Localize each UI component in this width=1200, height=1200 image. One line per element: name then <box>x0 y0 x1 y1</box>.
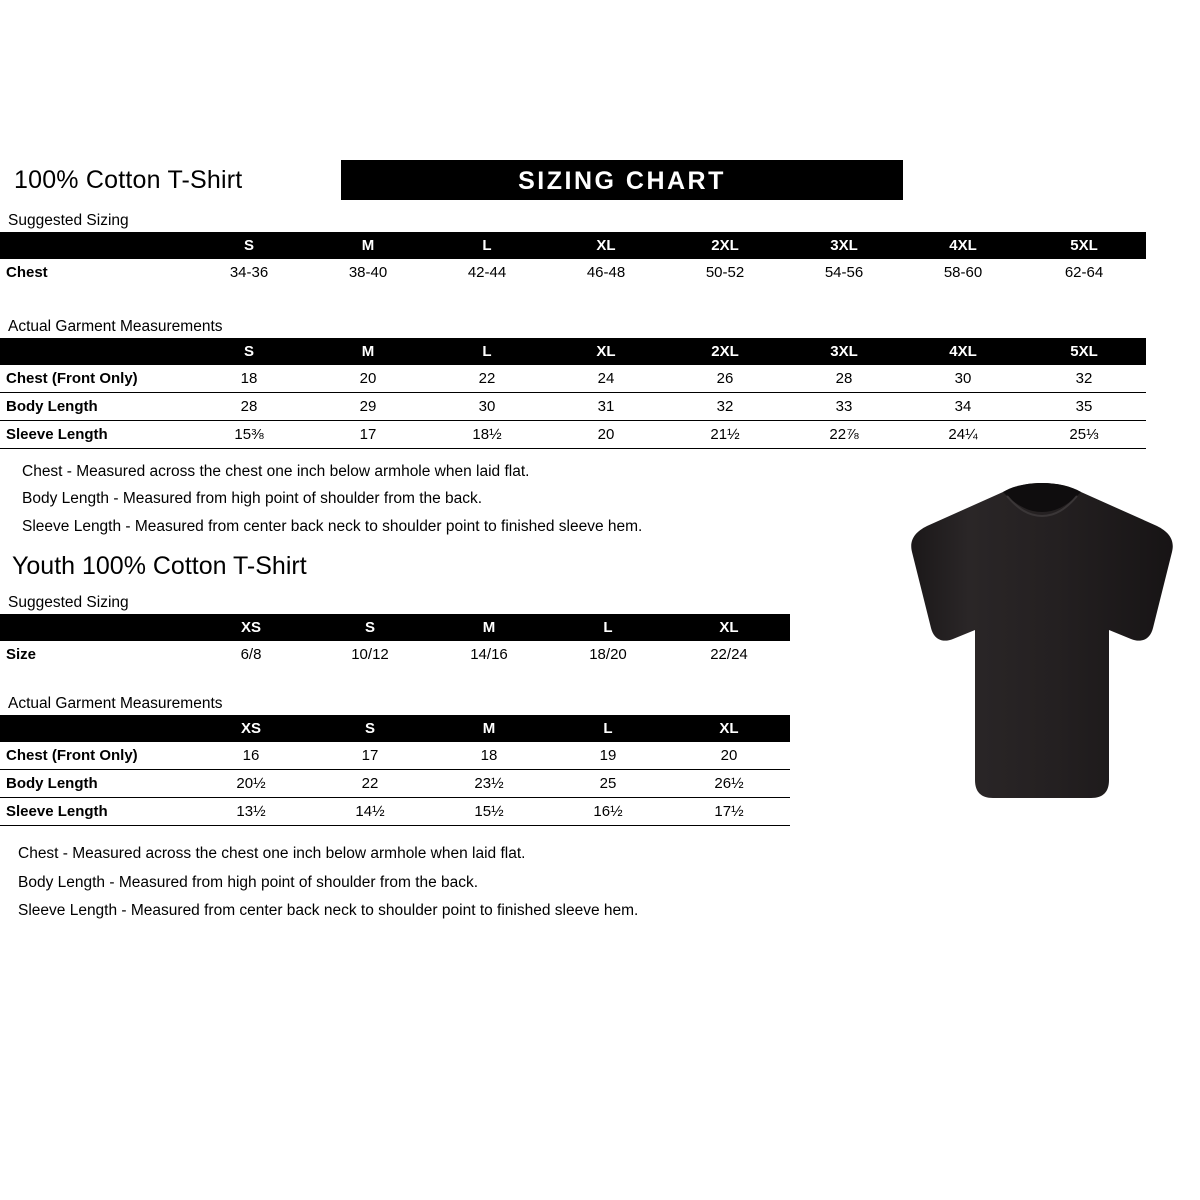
col-header: M <box>430 614 548 641</box>
cell: 20 <box>546 421 666 449</box>
cell: 31 <box>546 393 666 421</box>
col-header: XS <box>192 715 310 742</box>
col-header: S <box>310 614 430 641</box>
row-label: Body Length <box>0 770 192 798</box>
cell: 62-64 <box>1064 264 1104 281</box>
col-header: 3XL <box>784 232 904 259</box>
cell: 20½ <box>192 770 310 798</box>
t-shirt-illustration <box>895 480 1190 810</box>
cell: 34-36 <box>229 264 269 281</box>
cell: 20 <box>668 742 790 770</box>
cell: 18 <box>190 365 308 393</box>
adult-note-sleeve-length: Sleeve Length - Measured from center back neck to shoulder point to finished sleeve hem. <box>22 518 643 535</box>
cell: 25⅓ <box>1022 421 1146 449</box>
cell: 54-56 <box>824 264 864 281</box>
table-row <box>0 421 1146 449</box>
row-label: Size <box>6 646 37 663</box>
cell: 15½ <box>430 798 548 826</box>
cell: 38-40 <box>348 264 388 281</box>
col-header: XL <box>668 614 790 641</box>
table-header-row <box>0 715 790 742</box>
cell: 16½ <box>548 798 668 826</box>
cell: 14/16 <box>470 646 508 663</box>
youth-suggested-sizing-table <box>0 614 790 668</box>
youth-suggested-sizing-label: Suggested Sizing <box>8 594 129 611</box>
cell: 18½ <box>428 421 546 449</box>
youth-actual-measurements-table <box>0 715 790 826</box>
cell: 17½ <box>668 798 790 826</box>
adult-actual-measurements-table <box>0 338 1146 449</box>
col-header: 5XL <box>1022 338 1146 365</box>
sizing-chart-banner-label: SIZING CHART <box>518 167 726 195</box>
row-label: Sleeve Length <box>0 421 190 449</box>
cell: 10/12 <box>351 646 389 663</box>
cell: 50-52 <box>705 264 745 281</box>
table-row <box>0 742 790 770</box>
col-header <box>0 338 190 365</box>
col-header: S <box>190 232 308 259</box>
col-header: L <box>548 715 668 742</box>
cell: 34 <box>904 393 1022 421</box>
col-header: S <box>310 715 430 742</box>
row-label: Chest (Front Only) <box>0 742 192 770</box>
cell: 17 <box>308 421 428 449</box>
adult-suggested-sizing-table <box>0 232 1146 286</box>
col-header: M <box>308 338 428 365</box>
cell: 14½ <box>310 798 430 826</box>
youth-actual-measurements-label: Actual Garment Measurements <box>8 695 223 712</box>
adult-actual-measurements-label: Actual Garment Measurements <box>8 318 223 335</box>
adult-section-title: 100% Cotton T-Shirt <box>14 166 243 194</box>
cell: 18 <box>430 742 548 770</box>
cell: 58-60 <box>943 264 983 281</box>
row-label: Sleeve Length <box>0 798 192 826</box>
col-header <box>0 232 190 259</box>
col-header: XL <box>668 715 790 742</box>
col-header: 3XL <box>784 338 904 365</box>
cell: 13½ <box>192 798 310 826</box>
col-header: 5XL <box>1022 232 1146 259</box>
cell: 23½ <box>430 770 548 798</box>
table-row <box>0 641 790 668</box>
cell: 32 <box>666 393 784 421</box>
cell: 22⅞ <box>784 421 904 449</box>
t-shirt-icon <box>895 480 1190 810</box>
table-row <box>0 393 1146 421</box>
cell: 26 <box>666 365 784 393</box>
col-header: M <box>308 232 428 259</box>
cell: 15⅜ <box>190 421 308 449</box>
col-header: 4XL <box>904 232 1022 259</box>
cell: 32 <box>1022 365 1146 393</box>
table-row <box>0 365 1146 393</box>
cell: 35 <box>1022 393 1146 421</box>
adult-suggested-sizing-label: Suggested Sizing <box>8 212 129 229</box>
cell: 22/24 <box>710 646 748 663</box>
cell: 42-44 <box>467 264 507 281</box>
cell: 33 <box>784 393 904 421</box>
col-header <box>0 715 192 742</box>
cell: 28 <box>784 365 904 393</box>
adult-note-chest: Chest - Measured across the chest one inch below armhole when laid flat. <box>22 463 530 480</box>
cell: 26½ <box>668 770 790 798</box>
row-label: Body Length <box>0 393 190 421</box>
cell: 30 <box>428 393 546 421</box>
table-header-row <box>0 232 1146 259</box>
cell: 29 <box>308 393 428 421</box>
youth-note-sleeve-length: Sleeve Length - Measured from center back neck to shoulder point to finished sleeve hem. <box>18 902 639 919</box>
col-header: L <box>428 338 546 365</box>
cell: 21½ <box>666 421 784 449</box>
cell: 19 <box>548 742 668 770</box>
col-header: M <box>430 715 548 742</box>
cell: 28 <box>190 393 308 421</box>
cell: 24 <box>546 365 666 393</box>
cell: 25 <box>548 770 668 798</box>
youth-section-title: Youth 100% Cotton T-Shirt <box>12 552 307 580</box>
col-header: 2XL <box>666 232 784 259</box>
cell: 46-48 <box>586 264 626 281</box>
youth-note-body-length: Body Length - Measured from high point of shoulder from the back. <box>18 874 479 891</box>
cell: 17 <box>310 742 430 770</box>
col-header: L <box>548 614 668 641</box>
youth-note-chest: Chest - Measured across the chest one inch below armhole when laid flat. <box>18 845 526 862</box>
table-row <box>0 770 790 798</box>
cell: 22 <box>428 365 546 393</box>
cell: 6/8 <box>240 646 262 663</box>
table-header-row <box>0 614 790 641</box>
table-row <box>0 259 1146 286</box>
cell: 30 <box>904 365 1022 393</box>
col-header: XL <box>546 232 666 259</box>
col-header: 2XL <box>666 338 784 365</box>
col-header <box>0 614 192 641</box>
col-header: XS <box>192 614 310 641</box>
row-label: Chest (Front Only) <box>0 365 190 393</box>
table-header-row <box>0 338 1146 365</box>
cell: 22 <box>310 770 430 798</box>
col-header: S <box>190 338 308 365</box>
cell: 24¼ <box>904 421 1022 449</box>
cell: 16 <box>192 742 310 770</box>
table-row <box>0 798 790 826</box>
cell: 18/20 <box>589 646 627 663</box>
row-label: Chest <box>6 264 48 281</box>
adult-note-body-length: Body Length - Measured from high point of shoulder from the back. <box>22 490 483 507</box>
col-header: L <box>428 232 546 259</box>
sizing-chart-banner <box>341 160 903 200</box>
col-header: 4XL <box>904 338 1022 365</box>
col-header: XL <box>546 338 666 365</box>
cell: 20 <box>308 365 428 393</box>
